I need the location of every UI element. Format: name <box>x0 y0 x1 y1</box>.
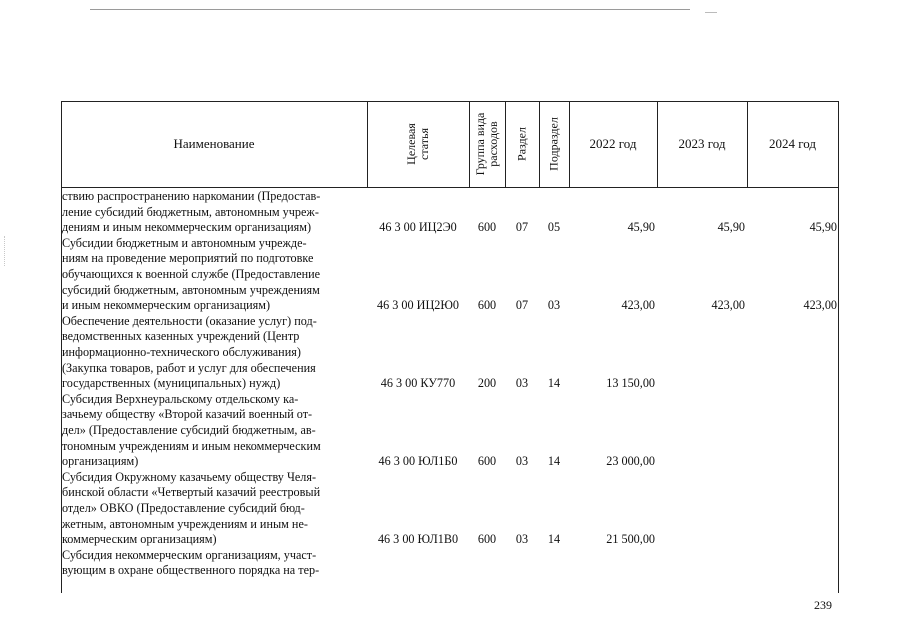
row-name-line: государственных (муниципальных) нужд) <box>62 376 281 391</box>
header-expense-group: Группа вида расходов <box>473 112 500 176</box>
row-name-line: ниям на проведение мероприятий по подготовке <box>62 251 314 266</box>
row-amount-2022: 45,90 <box>627 220 655 235</box>
row-name-line: отдел» ОВКО (Предоставление субсидий бюд- <box>62 500 305 515</box>
table-right-border <box>838 101 839 593</box>
row-name <box>62 548 363 579</box>
row-name-line: (Закупка товаров, работ и услуг для обеспечения <box>62 360 316 375</box>
row-amount-2022: 423,00 <box>621 298 655 313</box>
header-subsection: Подраздел <box>546 117 561 171</box>
row-name <box>62 314 363 392</box>
budget-table <box>61 101 839 593</box>
row-name-line: зачьему обществу «Второй казачий военный от- <box>62 407 313 422</box>
row-name-line: вующим в охране общественного порядка на тер- <box>62 563 320 578</box>
row-name-line: дениям и иным некоммерческим организациям) <box>62 220 312 235</box>
col-divider <box>539 101 540 188</box>
row-name-line: информационно-технического обслуживания) <box>62 344 301 359</box>
row-section: 03 <box>515 532 529 547</box>
row-subsection: 05 <box>547 220 561 235</box>
header-year-2022: 2022 год <box>589 136 637 151</box>
row-name <box>62 392 363 470</box>
row-target-article: 46 3 00 ЮЛ1В0 <box>377 532 459 547</box>
row-name-line: бинской области «Четвертый казачий реестровый <box>62 485 321 500</box>
row-name-line: и иным некоммерческим организациям) <box>62 298 271 313</box>
row-amount-2023: 423,00 <box>711 298 745 313</box>
row-name-line: ведомственных казенных учреждений (Центр <box>62 329 300 344</box>
row-name-line: субсидий бюджетным, автономным учреждениям <box>62 282 320 297</box>
row-name-line: организациям) <box>62 454 139 469</box>
row-section: 03 <box>515 454 529 469</box>
row-name-line: ствию распространению наркомании (Предостав- <box>62 189 321 203</box>
row-name-line: ление субсидий бюджетным, автономным учреж- <box>62 204 319 219</box>
row-amount-2024: 45,90 <box>809 220 837 235</box>
row-name-line: Обеспечение деятельности (оказание услуг) под- <box>62 313 317 328</box>
row-subsection: 14 <box>547 532 561 547</box>
col-divider <box>469 101 470 188</box>
row-amount-2022: 23 000,00 <box>606 454 655 469</box>
row-name <box>62 470 363 548</box>
row-name-line: коммерческим организациям) <box>62 532 217 547</box>
row-name-line: жетным, автономным учреждениям и иным не- <box>62 516 308 531</box>
col-divider <box>505 101 506 188</box>
row-subsection: 03 <box>547 298 561 313</box>
header-year-2023: 2023 год <box>678 136 726 151</box>
row-expense-group: 600 <box>477 220 497 235</box>
row-subsection: 14 <box>547 376 561 391</box>
row-amount-2022: 21 500,00 <box>606 532 655 547</box>
row-name-line: Субсидия некоммерческим организациям, участ- <box>62 547 317 562</box>
col-divider <box>367 101 368 188</box>
scan-artifact-speck <box>4 236 7 266</box>
row-target-article: 46 3 00 ИЦ2Ю0 <box>377 298 459 313</box>
row-expense-group: 600 <box>477 454 497 469</box>
row-name-line: дел» (Предоставление субсидий бюджетным, ав- <box>62 422 316 437</box>
row-name-line: Субсидии бюджетным и автономным учрежде- <box>62 235 307 250</box>
row-name <box>62 236 363 314</box>
header-bottom-border <box>61 187 839 188</box>
scan-artifact-line <box>90 9 690 10</box>
row-section: 03 <box>515 376 529 391</box>
row-amount-2023: 45,90 <box>717 220 745 235</box>
header-target-article: Целевая статья <box>404 123 431 165</box>
row-expense-group: 600 <box>477 298 497 313</box>
scan-artifact-dash <box>705 12 717 13</box>
row-name-line: тономным учреждениям и иным некоммерческим <box>62 438 321 453</box>
row-amount-2022: 13 150,00 <box>606 376 655 391</box>
row-name-line: Субсидия Окружному казачьему обществу Челя- <box>62 469 317 484</box>
row-subsection: 14 <box>547 454 561 469</box>
row-target-article: 46 3 00 ЮЛ1Б0 <box>378 454 458 469</box>
row-target-article: 46 3 00 КУ770 <box>380 376 456 391</box>
row-expense-group: 200 <box>477 376 497 391</box>
row-amount-2024: 423,00 <box>803 298 837 313</box>
row-name-line: обучающихся к военной службе (Предоставление <box>62 266 321 281</box>
row-expense-group: 600 <box>477 532 497 547</box>
header-name: Наименование <box>173 136 255 151</box>
row-name-line: Субсидия Верхнеуральскому отдельскому ка- <box>62 391 299 406</box>
row-name <box>62 189 363 236</box>
page-number: 239 <box>814 598 832 612</box>
header-year-2024: 2024 год <box>769 136 816 151</box>
row-section: 07 <box>515 220 529 235</box>
row-target-article: 46 3 00 ИЦ2Э0 <box>379 220 457 235</box>
row-section: 07 <box>515 298 529 313</box>
header-section: Раздел <box>514 127 529 161</box>
